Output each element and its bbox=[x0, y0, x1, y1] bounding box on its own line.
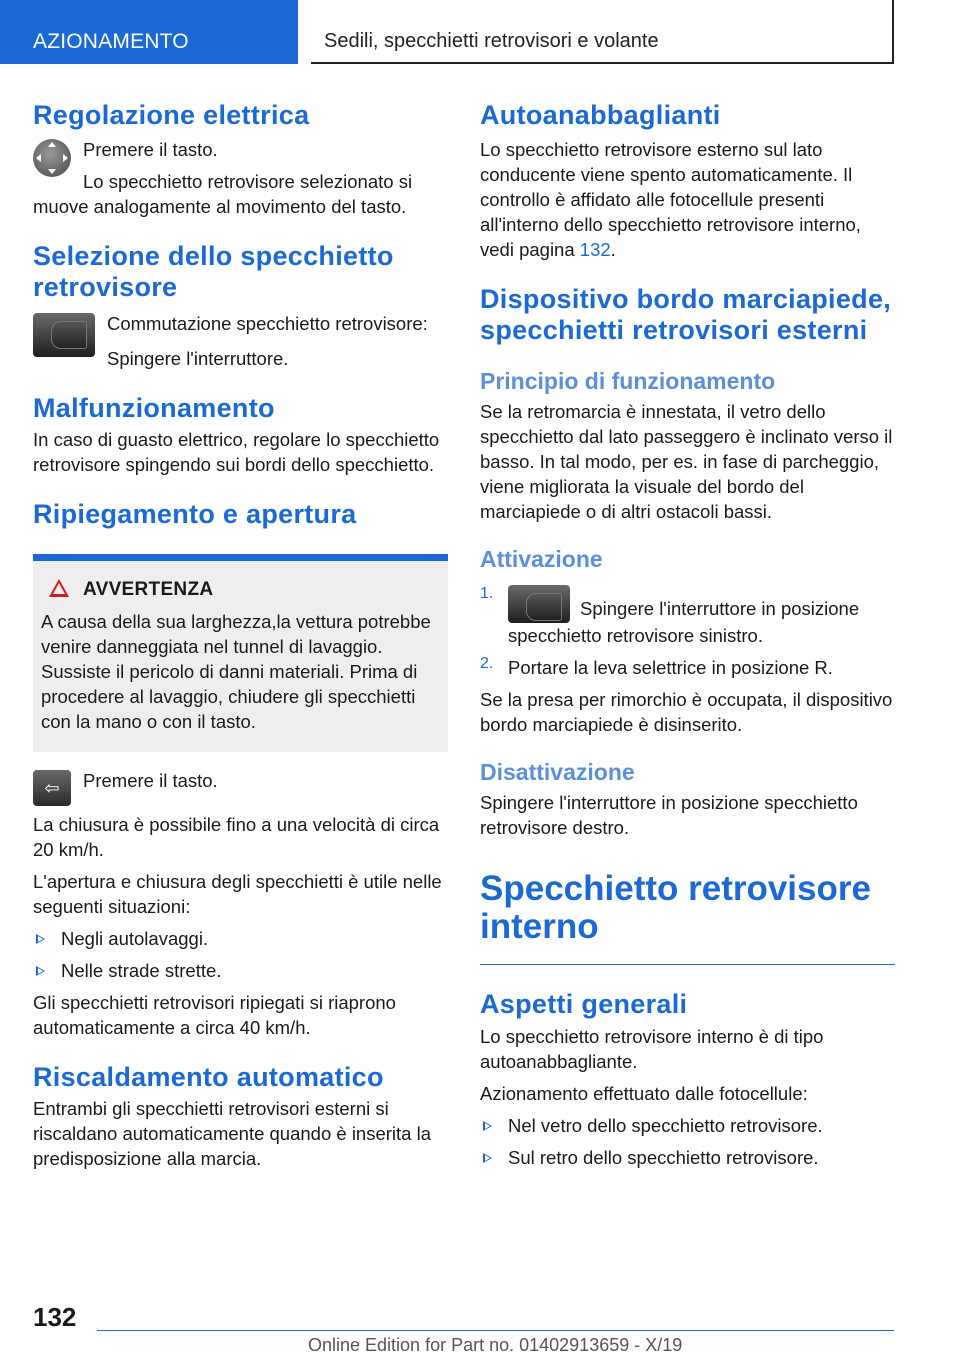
list-item-text: Portare la leva selettrice in posizione R. bbox=[508, 657, 833, 678]
warning-box bbox=[33, 554, 448, 752]
bullet-icon bbox=[36, 934, 45, 944]
paragraph: Se la presa per rimorchio è occupata, il dispositivo bordo marciapiede è disinserito. bbox=[480, 689, 893, 735]
list-item bbox=[33, 926, 448, 951]
heading-autoanabbaglianti: Autoanabbaglianti bbox=[480, 100, 721, 130]
list-item-text: Spingere l'interruttore in posizione specchietto retrovisore sinistro. bbox=[508, 598, 860, 646]
paragraph bbox=[480, 137, 895, 262]
warning-title bbox=[85, 579, 434, 601]
list-item bbox=[480, 1113, 895, 1138]
selezione-row bbox=[33, 311, 448, 371]
footer-edition: Online Edition for Part no. 01402913659 - X/19 bbox=[308, 1335, 683, 1355]
mirror-switch-icon bbox=[33, 313, 95, 357]
warning-text: A causa della sua larghezza,la vettura potrebbe venire danneggiata nel tunnel di lavaggio. Sussiste il pericolo di danni materiali. Prima di procedere al lavaggio, chiudere gli specchietti con la mano o con il tasto. bbox=[41, 611, 431, 732]
list-item bbox=[33, 958, 448, 983]
paragraph: Azionamento effettuato dalle fotocellule: bbox=[480, 1083, 808, 1104]
list-item bbox=[480, 655, 895, 680]
list-item bbox=[480, 1145, 895, 1170]
paragraph: L'apertura e chiusura degli specchietti è utile nelle seguenti situazioni: bbox=[33, 871, 442, 917]
step-number: 2. bbox=[480, 655, 494, 672]
right-column bbox=[480, 100, 895, 1177]
header-section-tab bbox=[0, 0, 298, 64]
subheading-disattivazione: Disattivazione bbox=[480, 759, 635, 785]
subheading-principio: Principio di funzionamento bbox=[480, 368, 776, 394]
subheading-attivazione: Attivazione bbox=[480, 546, 603, 572]
paragraph: Commutazione specchietto retrovisore: bbox=[107, 313, 428, 334]
paragraph-text: Lo specchietto retrovisore esterno sul lato conducente viene spento automaticamente. Il controllo è affidato alle fotocellule presenti all'interno dello specchietto retrovisore interno, vedi pagina bbox=[480, 139, 861, 260]
paragraph: Lo specchietto retrovisore selezionato si muove analogamente al movimento del tasto. bbox=[33, 171, 413, 217]
paragraph: Se la retromarcia è innestata, il vetro dello specchietto dal lato passeggero è inclinato verso il basso. In tal modo, per es. in fase di parcheggio, viene migliorata la visuale del bordo del marciapiede o di altri ostacoli bassi. bbox=[480, 401, 893, 522]
warning-label: AVVERTENZA bbox=[83, 579, 214, 600]
list-item-text: Negli autolavaggi. bbox=[61, 928, 209, 949]
page-number: 132 bbox=[33, 1302, 77, 1332]
bullet-icon bbox=[36, 966, 45, 976]
paragraph: La chiusura è possibile fino a una velocità di circa 20 km/h. bbox=[33, 814, 440, 860]
step-number: 1. bbox=[480, 585, 494, 602]
paragraph: Lo specchietto retrovisore interno è di tipo autoanabbagliante. bbox=[480, 1026, 824, 1072]
fold-row bbox=[33, 768, 448, 808]
heading-malfunzionamento: Malfunzionamento bbox=[33, 393, 275, 423]
header-title-tab bbox=[311, 0, 894, 64]
section-divider bbox=[480, 964, 895, 965]
paragraph: Entrambi gli specchietti retrovisori esterni si riscaldano automaticamente quando è inserita la predisposizione alla marcia. bbox=[33, 1098, 431, 1169]
warning-icon bbox=[49, 579, 69, 597]
paragraph: Spingere l'interruttore in posizione specchietto retrovisore destro. bbox=[480, 792, 858, 838]
paragraph: Spingere l'interruttore. bbox=[107, 348, 289, 369]
heading-dispositivo: Dispositivo bordo marciapiede, specchietti retrovisori esterni bbox=[480, 284, 892, 345]
paragraph: Premere il tasto. bbox=[83, 770, 218, 791]
heading-regolazione: Regolazione elettrica bbox=[33, 100, 310, 130]
footer-divider bbox=[97, 1330, 894, 1331]
list-item-text: Nel vetro dello specchietto retrovisore. bbox=[508, 1115, 823, 1136]
regolazione-row bbox=[33, 137, 448, 162]
paragraph: In caso di guasto elettrico, regolare lo specchietto retrovisore spingendo sui bordi dello specchietto. bbox=[33, 429, 440, 475]
heading-aspetti: Aspetti generali bbox=[480, 989, 688, 1019]
paragraph: Gli specchietti retrovisori ripiegati si riaprono automaticamente a circa 40 km/h. bbox=[33, 992, 396, 1038]
heading-riscaldamento: Riscaldamento automatico bbox=[33, 1062, 384, 1092]
left-column bbox=[33, 100, 448, 1171]
bullet-icon bbox=[483, 1153, 492, 1163]
mirror-switch-icon bbox=[508, 585, 570, 623]
mirror-fold-icon: ⇦ bbox=[33, 770, 71, 806]
list-item-text: Nelle strade strette. bbox=[61, 960, 222, 981]
list-item-text: Sul retro dello specchietto retrovisore. bbox=[508, 1147, 819, 1168]
heading-selezione: Selezione dello specchietto retrovisore bbox=[33, 241, 394, 302]
mirror-adjust-icon bbox=[33, 139, 71, 177]
header-section-label: AZIONAMENTO bbox=[33, 30, 189, 53]
paragraph: Premere il tasto. bbox=[83, 139, 218, 160]
page-link[interactable]: 132 bbox=[579, 239, 611, 260]
heading-ripiegamento: Ripiegamento e apertura bbox=[33, 499, 357, 529]
paragraph-end: . bbox=[610, 239, 616, 260]
header-title: Sedili, specchietti retrovisori e volante bbox=[324, 30, 659, 52]
list-item bbox=[480, 585, 895, 648]
heading-specchietto-interno: Specchietto retrovisore interno bbox=[480, 869, 871, 946]
bullet-icon bbox=[483, 1121, 492, 1131]
